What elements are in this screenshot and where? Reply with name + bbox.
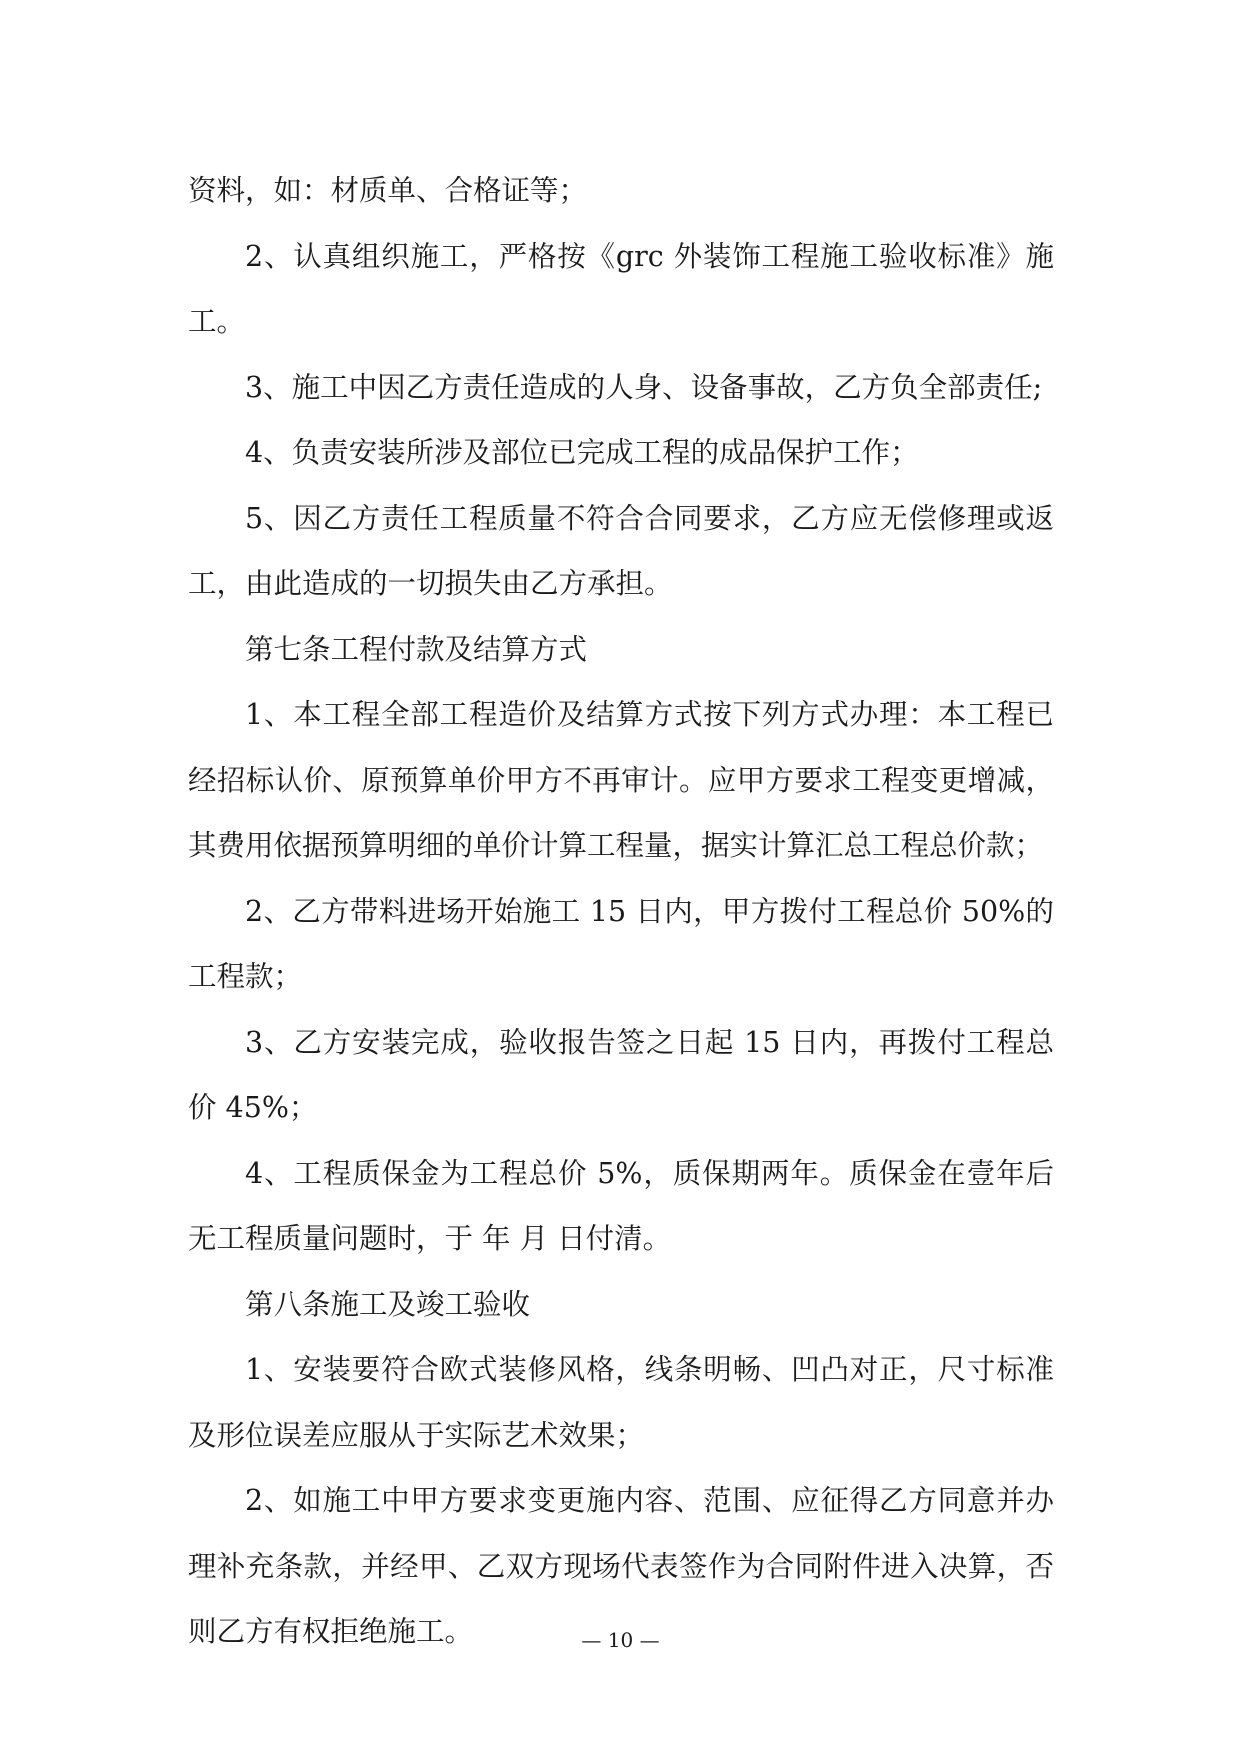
paragraph-7: 1、本工程全部工程造价及结算方式按下列方式办理：本工程已经招标认价、原预算单价甲方不再审计。应甲方要求工程变更增减，其费用依据预算明细的单价计算工程量，据实计算汇总工程总价款； (188, 698, 1054, 862)
paragraph-4: 4、负责安装所涉及部位已完成工程的成品保护工作； (245, 436, 919, 469)
section-heading-article-8: 第八条施工及竣工验收 (245, 1287, 531, 1321)
paragraph-8: 2、乙方带料进场开始施工 15 日内，甲方拨付工程总价 50%的工程款； (188, 894, 1054, 993)
paragraph-13: 2、如施工中甲方要求变更施内容、范围、应征得乙方同意并办理补充条款，并经甲、乙双方现场代表签作为合同附件进入决算，否则乙方有权拒绝施工。 (188, 1484, 1054, 1648)
page-number: — 10 — (581, 1628, 660, 1652)
paragraph-12: 1、安装要符合欧式装修风格，线条明畅、凹凸对正，尺寸标准及形位误差应服从于实际艺术效果； (188, 1353, 1054, 1452)
section-heading-article-7: 第七条工程付款及结算方式 (245, 632, 588, 666)
paragraph-2: 2、认真组织施工，严格按《grc 外装饰工程施工验收标准》施工。 (188, 239, 1054, 338)
paragraph-1: 资料，如：材质单、合格证等； (188, 174, 588, 207)
paragraph-5: 5、因乙方责任工程质量不符合合同要求，乙方应无偿修理或返工，由此造成的一切损失由乙方承担。 (188, 501, 1054, 600)
paragraph-3: 3、施工中因乙方责任造成的人身、设备事故，乙方负全部责任; (245, 370, 1043, 404)
paragraph-9: 3、乙方安装完成，验收报告签之日起 15 日内，再拨付工程总价 45%； (188, 1025, 1054, 1124)
paragraph-10: 4、工程质保金为工程总价 5%，质保期两年。质保金在壹年后无工程质量问题时，于 年 月 日付清。 (188, 1156, 1054, 1255)
document-body (188, 158, 1054, 1665)
